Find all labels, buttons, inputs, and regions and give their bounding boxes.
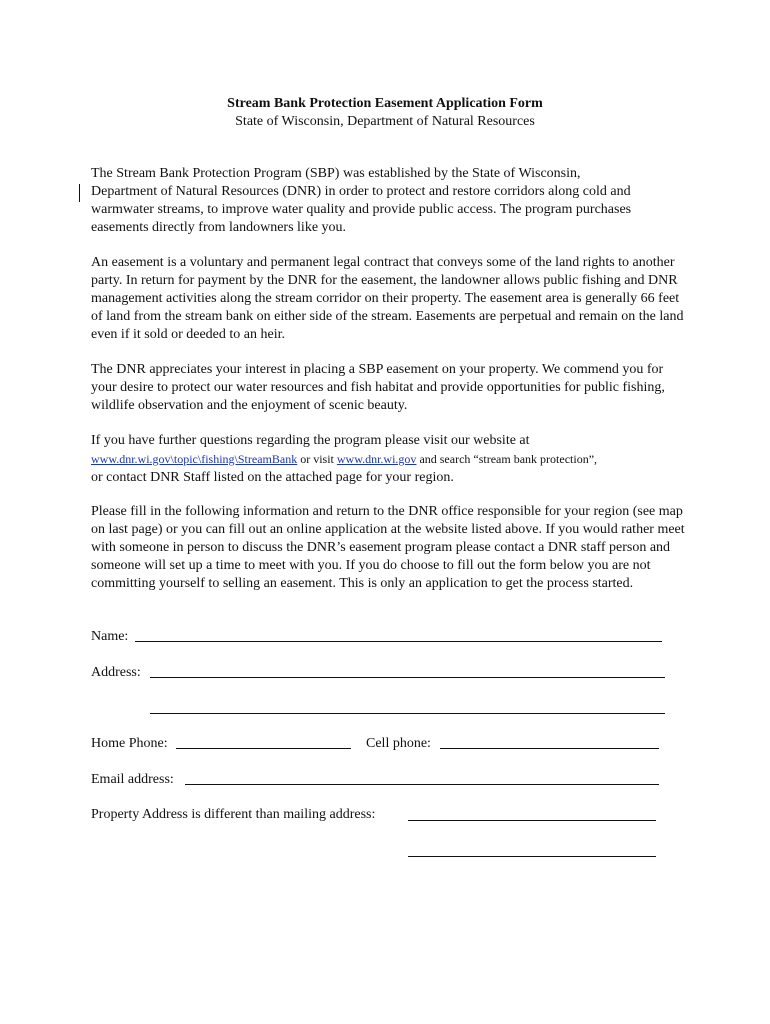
cell-phone-label: Cell phone: (366, 736, 431, 751)
email-field[interactable] (185, 784, 659, 785)
cell-phone-field[interactable] (440, 748, 659, 749)
paragraph-program-intro (91, 165, 691, 237)
paragraph-easement-definition: An easement is a voluntary and permanent legal contract that conveys some of the land rights to another party. In return for payment by the DNR for the easement, the landowner allows public fishing and DNR management activities along the stream corridor on their property. The easement area is generally 66 feet of land from the stream bank on either side of the stream. Easements are perpetual and remain on the land even if it sold or deeded to an heir. (91, 255, 684, 342)
address-label: Address: (91, 665, 141, 680)
property-address-field-line-1[interactable] (408, 820, 656, 821)
revision-change-bar (79, 184, 80, 202)
intro-line-1: The Stream Bank Protection Program (SBP) was established by the State of Wisconsin, (91, 166, 581, 181)
email-label: Email address: (91, 772, 174, 787)
contact-line-2 (91, 450, 691, 469)
streambank-website-link[interactable]: www.dnr.wi.gov\topic\fishing\StreamBank (91, 452, 298, 466)
paragraph-appreciation: The DNR appreciates your interest in placing a SBP easement on your property. We commend you for your desire to protect our water resources and fish habitat and provide opportunities for public fishing, wildlife observation and the enjoyment of scenic beauty. (91, 362, 665, 413)
form-title: Stream Bank Protection Easement Application Form (227, 96, 543, 111)
paragraph-contact-info (91, 432, 691, 487)
form-subtitle: State of Wisconsin, Department of Natural Resources (235, 114, 535, 129)
address-field-line-2[interactable] (150, 713, 665, 714)
dnr-website-link[interactable]: www.dnr.wi.gov (336, 452, 417, 466)
intro-line-4: easements directly from landowners like you. (91, 220, 347, 235)
home-phone-field[interactable] (176, 748, 351, 749)
property-address-field-line-2[interactable] (408, 856, 656, 857)
property-address-label: Property Address is different than mailing address: (91, 807, 376, 822)
paragraph-instructions: Please fill in the following information and return to the DNR office responsible for your region (see map on last page) or you can fill out an online application at the website listed above. If you would rather meet with someone in person to discuss the DNR’s easement program please contact a DNR staff person and someone will set up a time to meet with you. If you do choose to fill out the form below you are not committing yourself to selling an easement. This is only an application to get the process started. (91, 504, 685, 591)
contact-search-text: and search “stream bank protection”, (416, 452, 598, 466)
home-phone-label: Home Phone: (91, 736, 168, 751)
contact-line-1: If you have further questions regarding the program please visit our website at (91, 433, 530, 448)
name-label: Name: (91, 629, 129, 644)
contact-line-3: or contact DNR Staff listed on the attached page for your region. (91, 470, 454, 485)
address-field-line-1[interactable] (150, 677, 665, 678)
contact-or-visit-text: or visit (297, 452, 337, 466)
intro-line-2: Department of Natural Resources (DNR) in order to protect and restore corridors along cold and (91, 184, 631, 199)
name-field[interactable] (135, 641, 662, 642)
intro-line-3: warmwater streams, to improve water quality and provide public access. The program purchases (91, 202, 632, 217)
